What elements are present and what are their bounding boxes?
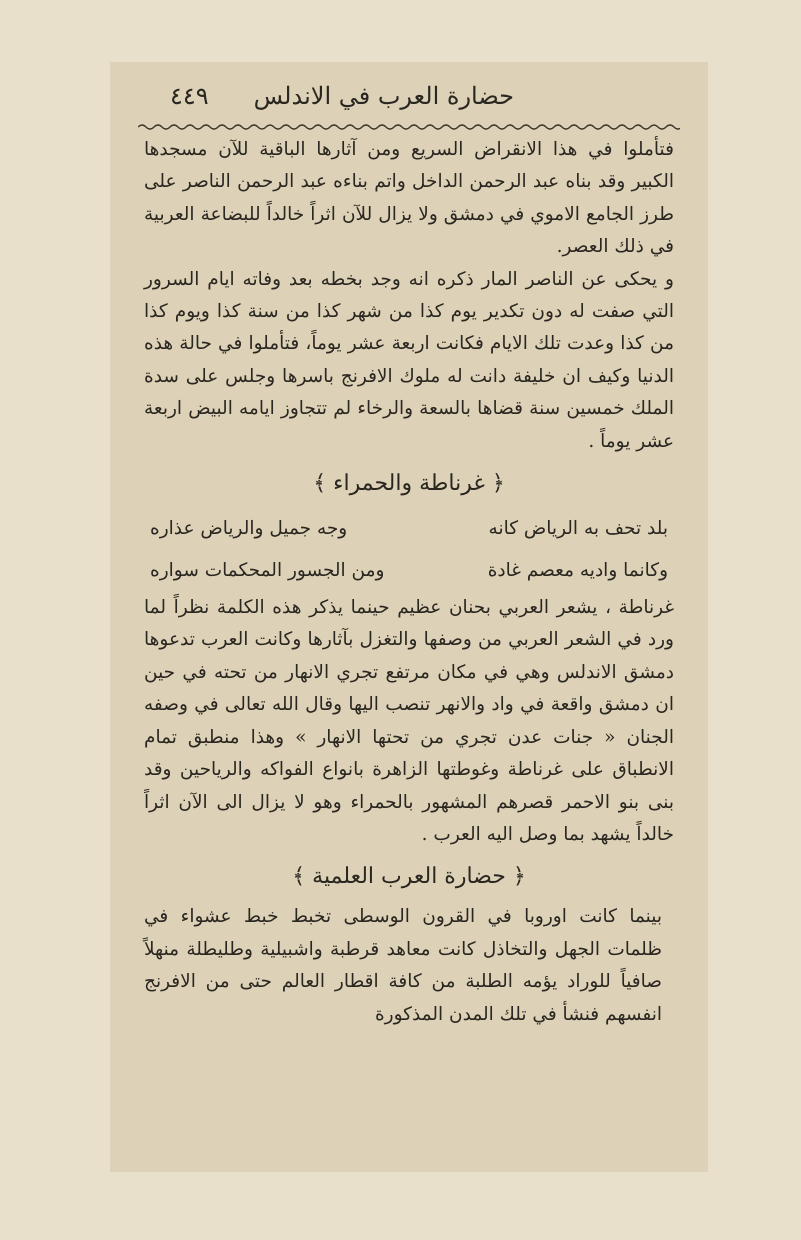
- book-page: [110, 62, 708, 1172]
- page-number: ٤٤٩: [170, 82, 209, 110]
- running-title: حضارة العرب في الاندلس: [253, 82, 514, 110]
- paragraph-nasir: و يحكى عن الناصر المار ذكره انه وجد بخطه بعد وفاته ايام السرور التي صفت له دون تكدير يوم كذا من شهر كذا من سنة كذا ويوم كذا من كذا وعدت تلك الايام فكانت اربعة عشر يوماً، فتأملوا في حالة هذه الدنيا وكيف ان خليفة دانت له ملوك الافرنج باسرها وجلس على سدة الملك خمسين سنة قضاها بالسعة والرخاء لم تتجاوز ايامه البيض اربعة عشر يوماً .: [144, 268, 674, 452]
- paragraph-granada: غرناطة ، يشعر العربي بحنان عظيم حينما يذكر هذه الكلمة نظراً لما ورد في الشعر العربي من وصفها والتغزل بآثارها وكانت العرب تدعوها دمشق الاندلس وهي في مكان مرتفع تجري الانهار من تحته في حين ان دمشق واقعة في واد والانهر تنصب اليها وقال الله تعالى في وصفه الجنان « جنات عدن تجري من تحتها الانهار » وهذا منطبق تمام الانطباق على غرناطة وغوطتها الزاهرة بانواع الفواكه والرياحين وقد بنى بنو الاحمر قصرهم المشهور بالحمراء وهو لا يزال الى الآن اثراً خالداً يشهد بما وصل اليه العرب .: [144, 597, 674, 845]
- decorative-wavy-rule: [138, 122, 680, 132]
- page-header: [110, 80, 708, 120]
- verse-hemistich-right: وكانما واديه معصم غادة: [487, 560, 668, 582]
- verse-hemistich-left: وجه جميل والرياض عذاره: [150, 518, 348, 540]
- page-body: [144, 134, 674, 1031]
- paragraph-mosque: فتأملوا في هذا الانقراض السريع ومن آثارها الباقية للآن مسجدها الكبير وقد بناه عبد الرحمن الداخل واتم بناءه عبد الرحمن الناصر على طرز الجامع الاموي في دمشق ولا يزال للآن اثراً خالداً للبضاعة العربية في ذلك العصر.: [144, 139, 674, 258]
- verse-line: [144, 550, 674, 592]
- verse-hemistich-left: ومن الجسور المحكمات سواره: [150, 560, 385, 582]
- verse-line: [144, 508, 674, 550]
- section-heading-science: ﴿ حضارة العرب العلمية ﴾: [292, 864, 526, 890]
- verse-hemistich-right: بلد تحف به الرياض كانه: [488, 518, 668, 540]
- paragraph-science: بينما كانت اوروبا في القرون الوسطى تخبط خبط عشواء في ظلمات الجهل والتخاذل كانت معاهد قرطبة واشبيلية وطليطلة منهلاً صافياً للوراد يؤمه الطلبة من كافة اقطار العالم حتى من الافرنج انفسهم فنشأ في تلك المدن المذكورة: [144, 906, 662, 1025]
- section-heading-granada: ﴿ غرناطة والحمراء ﴾: [313, 471, 505, 497]
